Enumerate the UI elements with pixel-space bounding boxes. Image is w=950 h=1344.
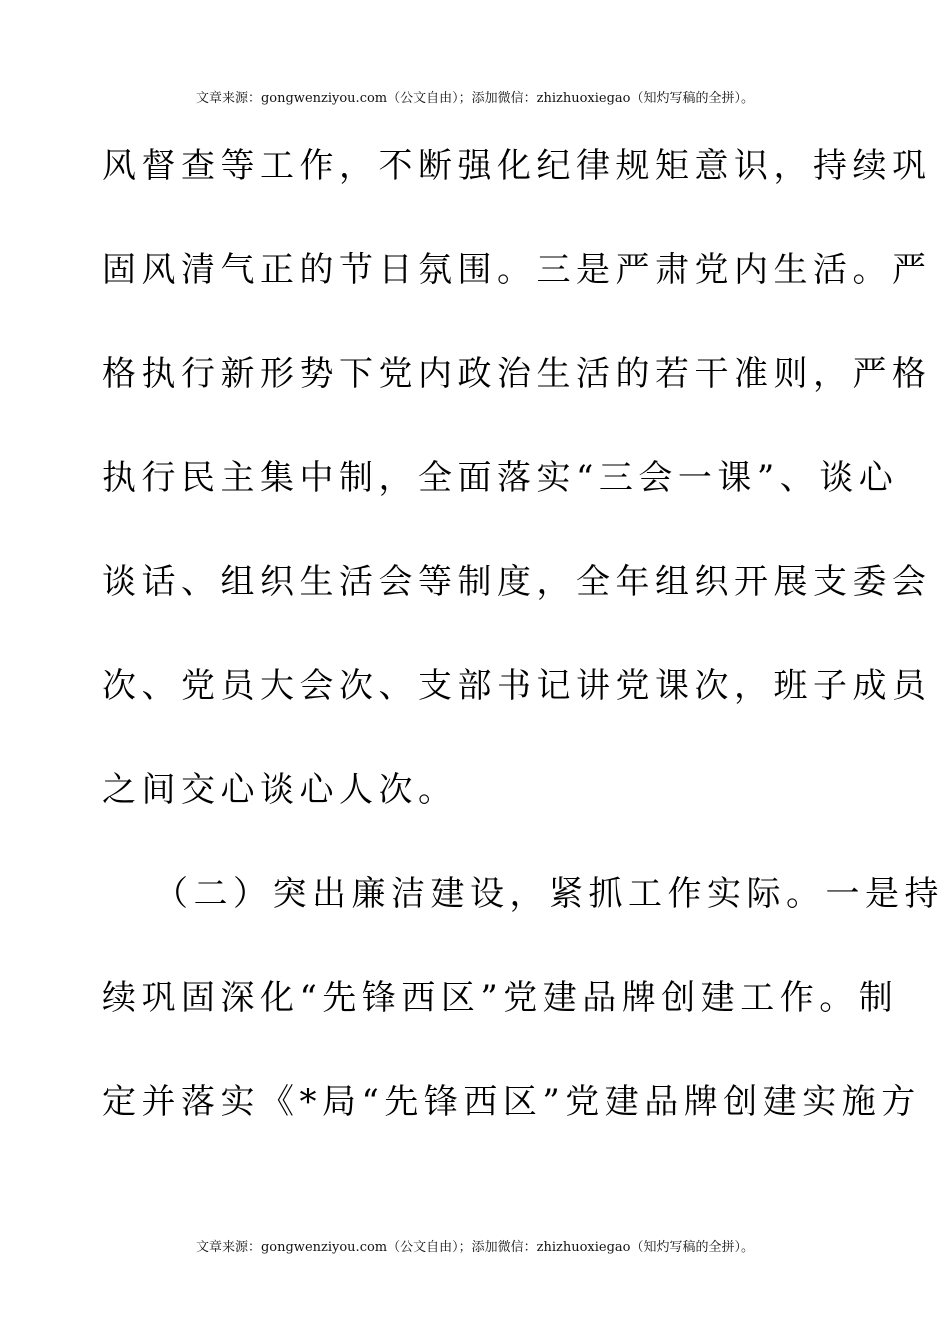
footer-source-note: 文章来源：gongwenziyou.com（公文自由）；添加微信：zhizhuoxiegao（知灼写稿的全拼）。: [195, 1240, 755, 1255]
paragraph-line: 谈话、组织生活会等制度，全年组织开展支委会: [102, 562, 932, 602]
body-text: [102, 140, 944, 1180]
paragraph-line: 定并落实《*局“先锋西区”党建品牌创建实施方: [102, 1082, 921, 1122]
paragraph-line: 固风清气正的节日氛围。三是严肃党内生活。严: [102, 250, 932, 290]
header-source-note: 文章来源：gongwenziyou.com（公文自由）；添加微信：zhizhuoxiegao（知灼写稿的全拼）。: [195, 91, 755, 106]
paragraph-line: 续巩固深化“先锋西区”党建品牌创建工作。制: [102, 978, 899, 1018]
paragraph-line: 次、党员大会次、支部书记讲党课次，班子成员: [102, 666, 932, 706]
paragraph-line: 之间交心谈心人次。: [102, 770, 458, 810]
section-heading-line: （二）突出廉洁建设，紧抓工作实际。一是持: [154, 874, 944, 914]
paragraph-line: 执行民主集中制，全面落实“三会一课”、谈心: [102, 458, 899, 498]
paragraph-line: 风督查等工作，不断强化纪律规矩意识，持续巩: [102, 146, 932, 186]
paragraph-line: 格执行新形势下党内政治生活的若干准则，严格: [102, 354, 932, 394]
